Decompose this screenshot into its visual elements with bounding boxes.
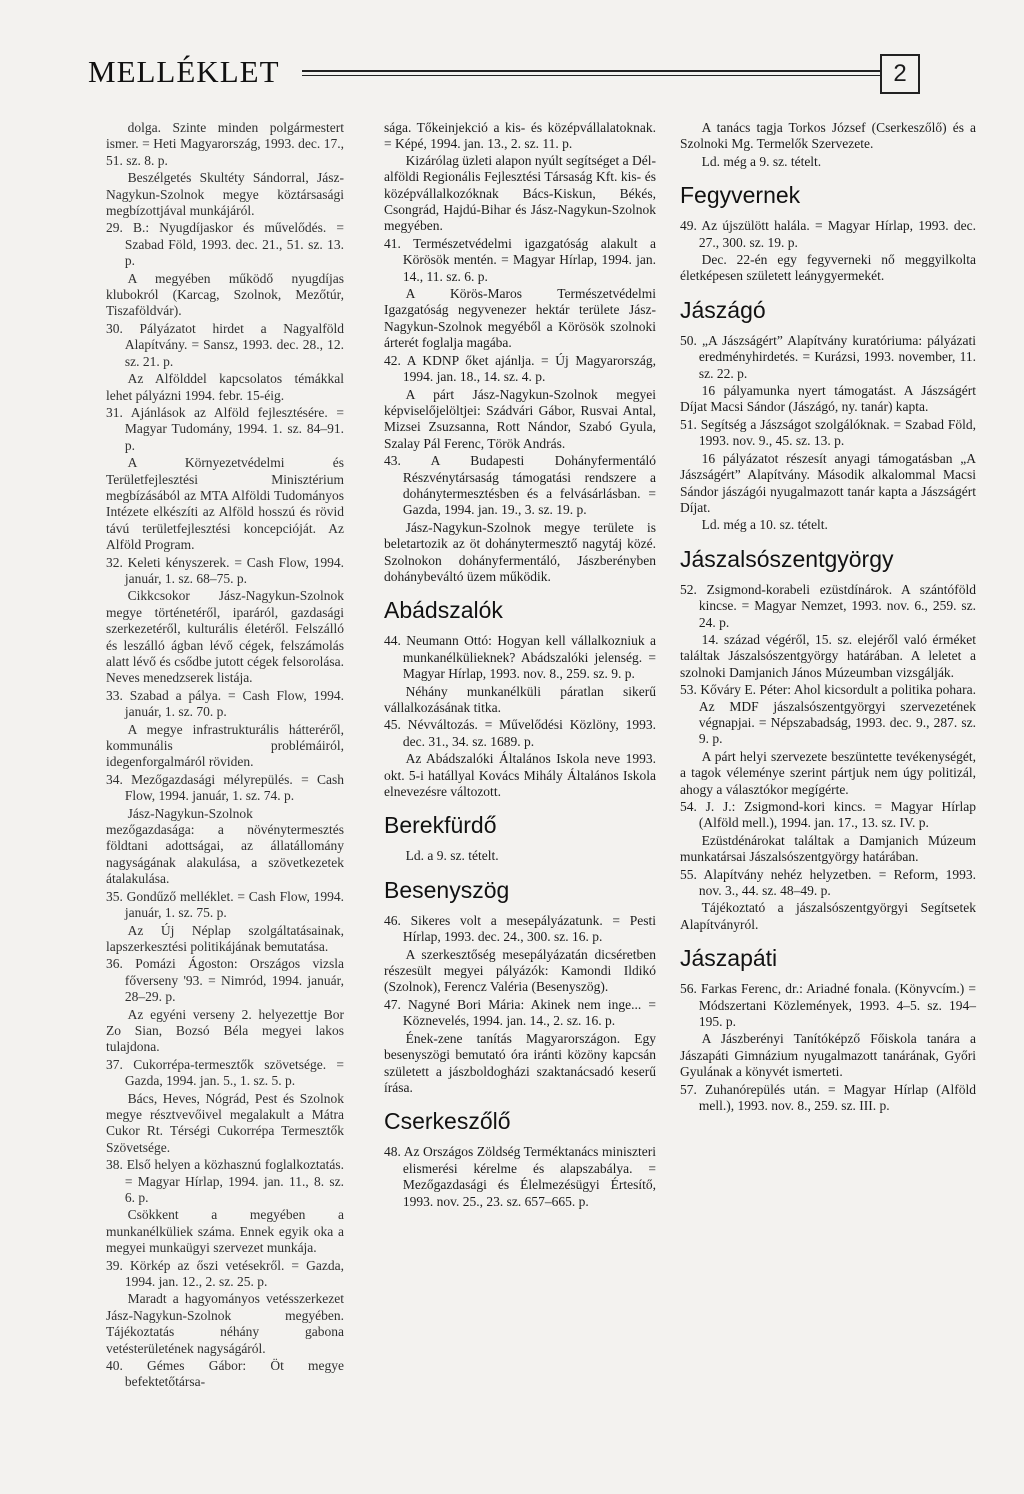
entry-annotation: Beszélgetés Skultéty Sándorral, Jász-Nagykun-Szolnok megye köztársasági megbízottjával munkájáról. (106, 170, 344, 219)
entry-annotation: 16 pályamunka nyert támogatást. A Jászságért Díjat Macsi Sándor (Jászágó, ny. tanár) kapta. (680, 383, 976, 415)
entry-annotation: A Körös-Maros Természetvédelmi Igazgatóság negyvenezer hektár területe Jász-Nagykun-Szolnok megyéből a Körösök szolnoki árterét foglalja magába. (384, 286, 656, 351)
bibliography-entry: 35. Gondűző melléklet. = Cash Flow, 1994. január, 1. sz. 75. p. (106, 888, 344, 921)
bibliography-entry: 46. Sikeres volt a mesepályázatunk. = Pesti Hírlap, 1993. dec. 24., 300. sz. 16. p. (384, 912, 656, 945)
bibliography-entry: 40. Gémes Gábor: Öt megye befektetőtársa- (106, 1358, 344, 1390)
section-heading: Berekfürdő (384, 812, 497, 839)
bibliography-entry: 47. Nagyné Bori Mária: Akinek nem inge... = Köznevelés, 1994. jan. 14., 2. sz. 16. p. (384, 996, 656, 1029)
page-number-box: 2 (880, 54, 920, 94)
entry-annotation: Kizárólag üzleti alapon nyúlt segítséget a Dél-alföldi Regionális Fejlesztési Társaság Kft. kis- és középvállalkozóknak Bács-Kiskun, Békés, Csongrád, Hajdú-Bihar és Jász-Nagykun-Szolnok megyében. (384, 152, 657, 234)
entry-annotation: A megye infrastrukturális hátteréről, kommunális problémáiról, idegenforgalmáról röviden. (106, 721, 344, 770)
entry-annotation: Néhány munkanélküli páratlan sikerű vállalkozásának titka. (384, 683, 656, 715)
entry-annotation: Ld. még a 9. sz. tételt. (701, 153, 822, 169)
entry-annotation: A megyében működő nyugdíjas klubokról (Karcag, Szolnok, Mezőtúr, Tiszaföldvár). (106, 270, 344, 319)
bibliography-entry: 32. Keleti kényszerek. = Cash Flow, 1994. január, 1. sz. 68–75. p. (106, 554, 344, 586)
section-heading: Cserkeszőlő (384, 1108, 511, 1135)
entry-annotation: A párt helyi szervezete beszüntette tevékenységét, a tagok véleménye szerint pártjuk nem úgy politizál, ahogy a választókor megígérte. (680, 748, 976, 797)
entry-annotation: Az Abádszalóki Általános Iskola neve 1993. okt. 5-i hatállyal Kovács Mihály Általános Iskola elnevezésre változott. (384, 751, 656, 800)
entry-annotation: Az Új Néplap szolgáltatásainak, lapszerkesztési politikájának bemutatása. (106, 922, 344, 954)
bibliography-entry: 52. Zsigmond-korabeli ezüstdínárok. A szántóföld kincse. = Magyar Nemzet, 1993. nov. 6., 259. sz. 24. p. (680, 581, 976, 630)
bibliography-entry: 54. J. J.: Zsigmond-kori kincs. = Magyar Hírlap (Alföld mell.), 1994. jan. 17., 13. sz. IV. p. (680, 799, 976, 831)
column-3 (680, 120, 976, 1116)
bibliography-entry: 51. Segítség a Jászságot szolgálóknak. = Szabad Föld, 1993. nov. 9., 45. sz. 13. p. (680, 416, 976, 449)
bibliography-entry: 42. A KDNP őket ajánlja. = Új Magyarország, 1994. jan. 18., 14. sz. 4. p. (384, 352, 656, 385)
page-header (88, 48, 930, 96)
entry-annotation: Ld. a 9. sz. tételt. (405, 848, 499, 864)
entry-annotation: Ld. még a 10. sz. tételt. (701, 517, 828, 533)
page-title: MELLÉKLET (88, 54, 280, 89)
entry-annotation: Tájékoztató a jászalsószentgyörgyi Segítsetek Alapítványról. (680, 900, 976, 932)
bibliography-entry: 36. Pomázi Ágoston: Országos vizsla főverseny '93. = Nimród, 1994. január, 28–29. p. (106, 956, 344, 1005)
bibliography-entry: 43. A Budapesti Dohányfermentáló Részvénytársaság támogatási rendszere a dohánytermesztésben és a felvásárlásban. = Gazda, 1994. jan. 19., 3. sz. 19. p. (384, 453, 656, 518)
entry-annotation: A párt Jász-Nagykun-Szolnok megyei képviselőjelöltjei: Szádvári Gábor, Rusvai Antal, Mizsei Zsuzsanna, Rott Nándor, Szabó Gyula, Szalay Pál Ferenc, Török András. (384, 386, 656, 451)
entry-annotation: A Környezetvédelmi és Területfejlesztési Minisztérium megbízásából az MTA Alföldi Tudományos Intézete elkészíti az Alföld hosszú és rövid távú területfejlesztési koncepcióját. Az Alföld Program. (106, 455, 344, 553)
bibliography-entry: 30. Pályázatot hirdet a Nagyalföld Alapítvány. = Sansz, 1993. dec. 28., 12. sz. 21. p. (106, 320, 344, 369)
entry-annotation: A szerkesztőség mesepályázatán dicséretben részesült megyei pályázók: Kamondi Ildikó (Szolnok), Ferencz Valéria (Besenyszög). (384, 946, 656, 995)
entry-annotation: A Jászberényi Tanítóképző Főiskola tanára a Jászapáti Gimnázium nyugalmazott tanárának, Győri Gyulának a könyvét ismerteti. (680, 1031, 976, 1080)
section-heading: Fegyvernek (680, 182, 801, 209)
entry-annotation: Bács, Heves, Nógrád, Pest és Szolnok megye résztvevőivel megalakult a Mátra Cukor Rt. Térségi Cukorrépa Termesztők Szövetsége. (106, 1090, 344, 1155)
column-1 (106, 120, 344, 1392)
entry-annotation: Ének-zene tanítás Magyarországon. Egy besenyszögi bemutató óra iránti közöny kapcsán született a jászboldogházi szaktanácsadó keserű írása. (384, 1030, 656, 1095)
section-heading: Abádszalók (384, 597, 503, 624)
entry-annotation: Jász-Nagykun-Szolnok mezőgazdasága: a növénytermesztés földtani adottságai, az állatállomány nagyságának alakulása, a szövetkezetek átalakulása. (106, 805, 344, 887)
bibliography-entry: 55. Alapítvány nehéz helyzetben. = Reform, 1993. nov. 3., 44. sz. 48–49. p. (680, 866, 976, 899)
entry-annotation: dolga. Szinte minden polgármestert ismer. = Heti Magyarország, 1993. dec. 17., 51. sz. 8. p. (106, 120, 344, 168)
bibliography-entry: 53. Kőváry E. Péter: Ahol kicsordult a politika pohara. Az MDF jászalsószentgyörgyi szervezetének végnapjai. = Népszabadság, 1993. dec. 9., 287. sz. 9. p. (680, 682, 976, 747)
section-heading: Jászalsószentgyörgy (680, 545, 894, 572)
section-heading: Jászágó (680, 296, 766, 323)
entry-annotation: Az Alfölddel kapcsolatos témákkal lehet pályázni 1994. febr. 15-éig. (106, 371, 344, 403)
header-rule (302, 70, 880, 72)
column-2 (384, 120, 656, 1211)
bibliography-entry: 56. Farkas Ferenc, dr.: Ariadné fonala. (Könyvcím.) = Módszertani Közlemények, 1993. 4–5. sz. 194–195. p. (680, 981, 976, 1030)
entry-annotation: Jász-Nagykun-Szolnok megye területe is beletartozik az öt dohánytermesztő nagytáj közé. Szolnokon dohányfermentáló, Jászberényben dohánybeváltó üzem működik. (384, 519, 656, 584)
entry-annotation: Csökkent a megyében a munkanélküliek száma. Ennek egyik oka a megyei munkaügyi szervezet munkája. (106, 1207, 344, 1256)
section-heading: Jászapáti (680, 945, 778, 972)
header-rule-thin (302, 75, 880, 76)
bibliography-entry: 57. Zuhanórepülés után. = Magyar Hírlap (Alföld mell.), 1993. nov. 8., 259. sz. III. p. (680, 1081, 976, 1114)
entry-annotation: Cikkcsokor Jász-Nagykun-Szolnok megye történetéről, iparáról, gazdasági szerkezetéről, kulturális életéről. Felszálló és leszálló ágban lévő cégek, felszámolás alatt lévő és csődbe jutott cégek felsorolása. Neves menedzserek listája. (106, 588, 344, 686)
entry-annotation: 14. század végéről, 15. sz. elejéről való érméket találtak Jászalsószentgyörgy határában. A leletet a szolnoki Damjanich János Múzeumban vizsgálják. (680, 631, 976, 680)
entry-annotation: 16 pályázatot részesít anyagi támogatásban „A Jászságért” Alapítvány. Második alkalommal Macsi Sándor jászágói nyugalmazott tanár kapta a Jászságért Díjat. (680, 450, 976, 515)
bibliography-entry: 44. Neumann Ottó: Hogyan kell vállalkozniuk a munkanélkülieknek? Abádszalóki jelenség. = Magyar Hírlap, 1993. nov. 8., 259. sz. 9. p. (384, 633, 656, 682)
bibliography-entry: 34. Mezőgazdasági mélyrepülés. = Cash Flow, 1994. január, 1. sz. 74. p. (106, 771, 344, 804)
entry-annotation: Ezüstdénárokat találtak a Damjanich Múzeum munkatársai Jászalsószentgyörgy határában. (680, 832, 976, 865)
bibliography-entry: 38. Első helyen a közhasznú foglalkoztatás. = Magyar Hírlap, 1994. jan. 11., 8. sz. 6. p. (106, 1157, 344, 1205)
bibliography-entry: 41. Természetvédelmi igazgatóság alakult a Körösök mentén. = Magyar Hírlap, 1994. jan. 14., 11. sz. 6. p. (384, 235, 656, 284)
bibliography-entry: 31. Ajánlások az Alföld fejlesztésére. = Magyar Tudomány, 1994. 1. sz. 84–91. p. (106, 404, 344, 453)
entry-annotation: Az egyéni verseny 2. helyezettje Bor Zo Sian, Bozsó Béla megyei lakos tulajdona. (106, 1006, 344, 1055)
entry-annotation: sága. Tőkeinjekció a kis- és középvállalatoknak. = Képé, 1994. jan. 13., 2. sz. 11. p. (384, 120, 656, 152)
bibliography-entry: 50. „A Jászságért” Alapítvány kuratóriuma: pályázati eredményhirdetés. = Kurázsi, 1993. november, 11. sz. 22. p. (680, 332, 976, 381)
bibliography-entry: 49. Az újszülött halála. = Magyar Hírlap, 1993. dec. 27., 300. sz. 19. p. (680, 218, 976, 250)
entry-annotation: Dec. 22-én egy fegyverneki nő meggyilkolta életképesen született leánygyermekét. (680, 252, 976, 284)
entry-annotation: Maradt a hagyományos vetésszerkezet Jász-Nagykun-Szolnok megyében. Tájékoztatás néhány gabona vetésterületének nagyságáról. (106, 1291, 344, 1356)
bibliography-entry: 29. B.: Nyugdíjaskor és művelődés. = Szabad Föld, 1993. dec. 21., 51. sz. 13. p. (106, 220, 344, 269)
section-heading: Besenyszög (384, 876, 510, 903)
bibliography-entry: 45. Névváltozás. = Művelődési Közlöny, 1993. dec. 31., 34. sz. 1689. p. (384, 717, 656, 749)
bibliography-entry: 37. Cukorrépa-termesztők szövetsége. = Gazda, 1994. jan. 5., 1. sz. 5. p. (106, 1056, 344, 1089)
bibliography-entry: 48. Az Országos Zöldség Terméktanács miniszteri elismerési kérelme és alapszabálya. = Mezőgazdasági és Élelmezésügyi Értesítő, 1993. nov. 25., 23. sz. 657–665. p. (384, 1144, 656, 1209)
entry-annotation: A tanács tagja Torkos József (Cserkeszőlő) és a Szolnoki Mg. Termelők Szervezete. (680, 120, 976, 152)
bibliography-entry: 39. Körkép az őszi vetésekről. = Gazda, 1994. jan. 12., 2. sz. 25. p. (106, 1257, 344, 1290)
bibliography-entry: 33. Szabad a pálya. = Cash Flow, 1994. január, 1. sz. 70. p. (106, 687, 344, 720)
